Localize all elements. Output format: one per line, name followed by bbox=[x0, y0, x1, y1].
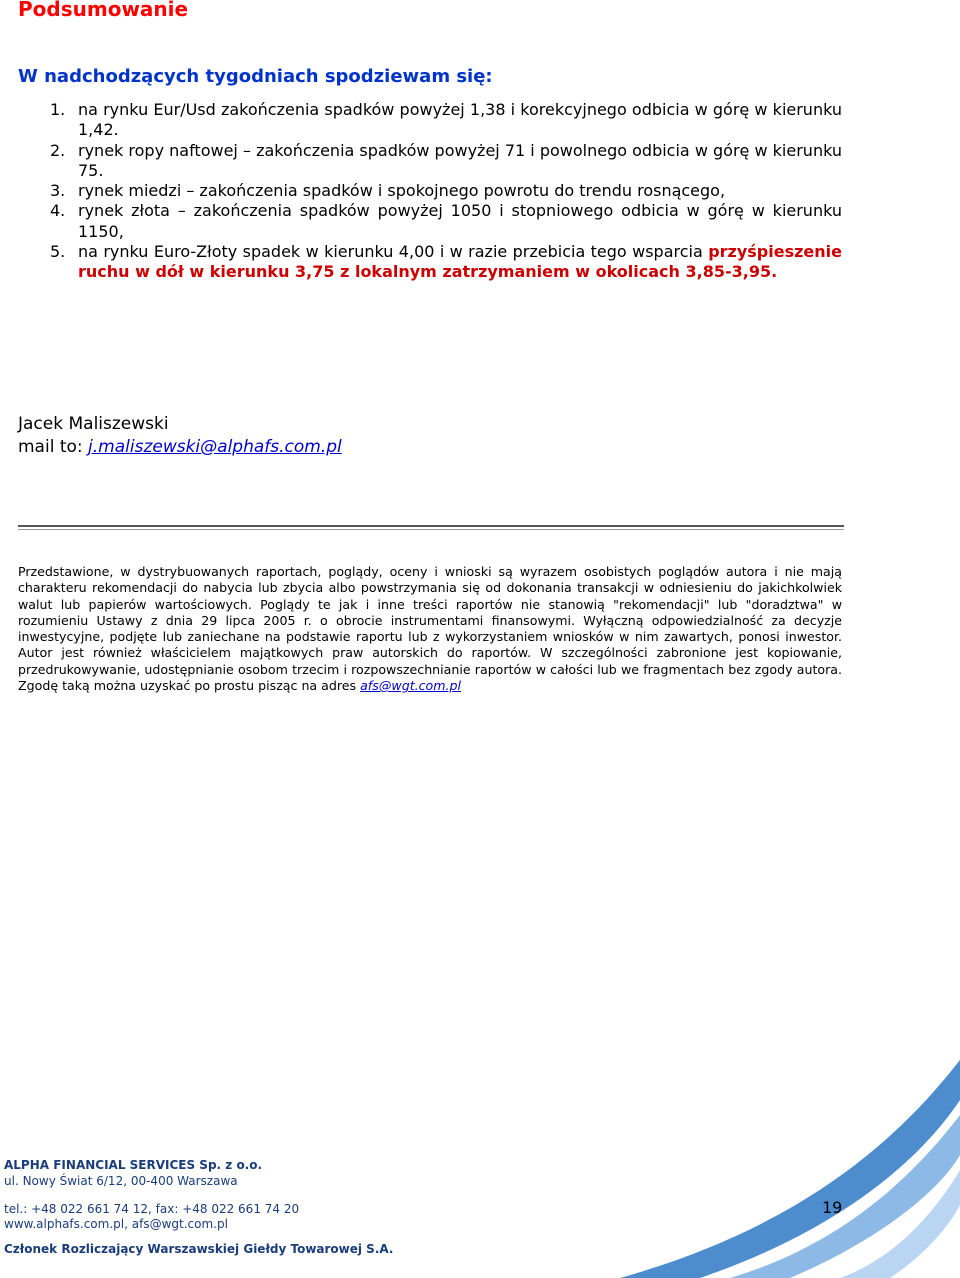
list-text: na rynku Euro-Złoty spadek w kierunku 4,00 i w razie przebicia tego wsparcia bbox=[78, 242, 703, 262]
list-item bbox=[50, 181, 842, 201]
list-number: 2. bbox=[50, 140, 66, 160]
footer-address: ul. Nowy Świat 6/12, 00-400 Warszawa bbox=[4, 1174, 238, 1188]
author-name: Jacek Maliszewski bbox=[18, 414, 169, 434]
list-number: 3. bbox=[50, 181, 66, 201]
divider bbox=[18, 525, 844, 527]
forecast-list bbox=[50, 100, 842, 283]
list-item bbox=[50, 100, 842, 141]
disclaimer-text: Przedstawione, w dystrybuowanych raportach, poglądy, oceny i wnioski są wyrazem osobistych poglądów autora i nie mają charakteru rekomendacji do nabycia lub zbycia albo powstrzymania się od dokonania transakcji w odniesieniu do jakichkolwiek walut lub papierów wartościowych. Poglądy te jak i inne treści raportów nie stanowią "rekomendacji" lub "doradztwa" w rozumieniu Ustawy z dnia 29 lipca 2005 r. o obrocie instrumentami finansowymi. Wyłączną odpowiedzialność za decyzje inwestycyjne, podjęte lub zaniechane na podstawie raportu lub z wykorzystaniem wniosków w nim zawartych, ponosi inwestor. Autor jest również właścicielem majątkowych praw autorskich do raportów. W szczególności zabronione jest kopiowanie, przedrukowywanie, udostępnianie osobom trzecim i rozpowszechnianie raportów w całości lub we fragmentach bez zgody autora. Zgodę taką można uzyskać po prostu pisząc na adres bbox=[18, 564, 842, 694]
list-item bbox=[50, 141, 842, 182]
author-email-link[interactable]: j.maliszewski@alphafs.com.pl bbox=[88, 437, 342, 457]
list-number: 5. bbox=[50, 242, 66, 262]
mail-label: mail to: bbox=[18, 437, 83, 457]
page-title: Podsumowanie bbox=[18, 0, 189, 21]
list-highlight: przyśpieszenie ruchu w dół w kierunku 3,75 z lokalnym zatrzymaniem w okolicach 3,85-3,95. bbox=[78, 242, 842, 282]
footer-phone: tel.: +48 022 661 74 12, fax: +48 022 661 74 20 bbox=[4, 1202, 300, 1216]
page-number: 19 bbox=[822, 1198, 843, 1217]
list-item bbox=[50, 242, 842, 283]
list-text: rynek ropy naftowej – zakończenia spadków powyżej 71 i powolnego odbicia w górę w kierunku 75. bbox=[78, 140, 842, 180]
list-text: rynek miedzi – zakończenia spadków i spokojnego powrotu do trendu rosnącego, bbox=[78, 181, 726, 201]
divider bbox=[18, 529, 844, 530]
brand-swoosh-graphic bbox=[560, 1060, 960, 1278]
list-item bbox=[50, 201, 842, 242]
author-mail bbox=[18, 436, 342, 459]
disclaimer-email-link[interactable]: afs@wgt.com.pl bbox=[360, 678, 462, 694]
list-number: 1. bbox=[50, 100, 66, 119]
disclaimer bbox=[18, 564, 842, 694]
footer-member: Członek Rozliczający Warszawskiej Giełdy Towarowej S.A. bbox=[4, 1242, 394, 1256]
list-text: rynek złota – zakończenia spadków powyżej 1050 i stopniowego odbicia w górę w kierunku 1150, bbox=[78, 201, 842, 241]
footer-web: www.alphafs.com.pl, afs@wgt.com.pl bbox=[4, 1217, 228, 1231]
list-number: 4. bbox=[50, 201, 66, 221]
footer-company: ALPHA FINANCIAL SERVICES Sp. z o.o. bbox=[4, 1158, 263, 1172]
author-block bbox=[18, 413, 342, 459]
section-subtitle: W nadchodzących tygodniach spodziewam się: bbox=[18, 66, 493, 87]
list-text: na rynku Eur/Usd zakończenia spadków powyżej 1,38 i korekcyjnego odbicia w górę w kierunku 1,42. bbox=[78, 100, 842, 140]
